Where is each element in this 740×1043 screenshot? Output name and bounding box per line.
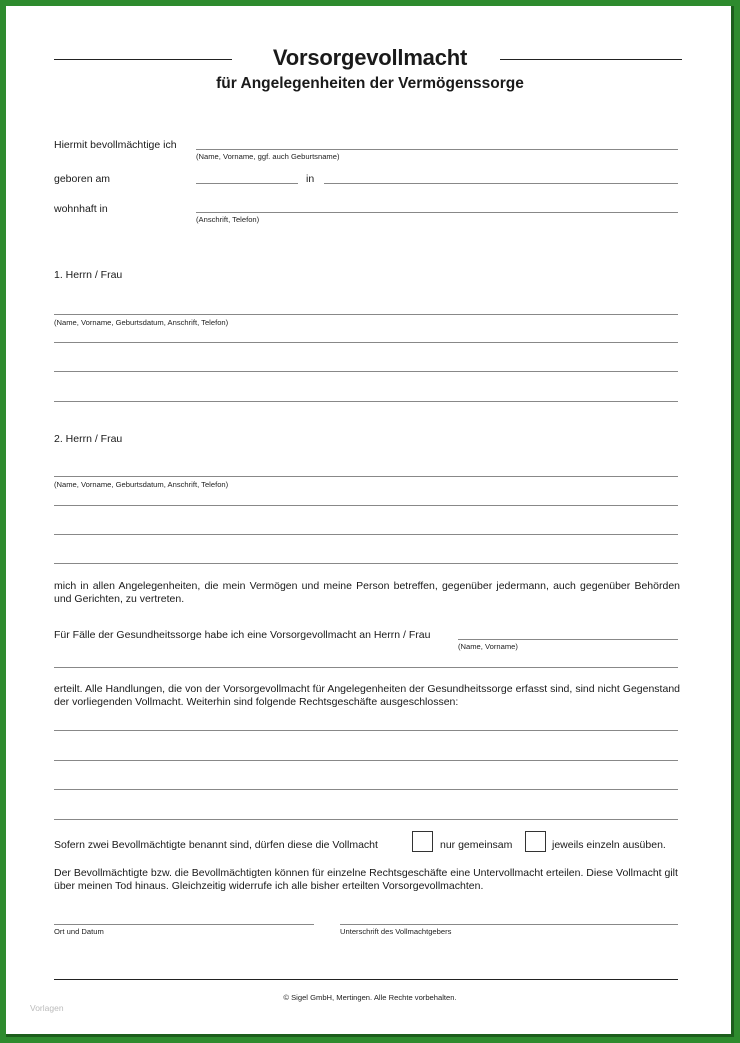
exclusion-field-line-2[interactable]	[54, 760, 678, 761]
place-date-field[interactable]	[54, 924, 314, 925]
born-label: geboren am	[54, 173, 111, 185]
agent2-hint: (Name, Vorname, Geburtsdatum, Anschrift, Telefon)	[54, 480, 229, 489]
agent1-hint: (Name, Vorname, Geburtsdatum, Anschrift, Telefon)	[54, 318, 229, 327]
agent1-label: 1. Herrn / Frau	[54, 269, 123, 281]
exclusion-field-line-1[interactable]	[54, 730, 678, 731]
agent2-field-line-2[interactable]	[54, 505, 678, 506]
document-subtitle: für Angelegenheiten der Vermögenssorge	[216, 75, 524, 92]
signer-label: Unterschrift des Vollmachtgebers	[340, 927, 452, 936]
residing-label: wohnhaft in	[54, 203, 108, 215]
birth-place-field[interactable]	[324, 183, 678, 184]
exclusion-paragraph: erteilt. Alle Handlungen, die von der Vorsorgevollmacht für Angelegenheiten der Gesundheitssorge erfasst sind, sind nicht Gegenstand der vorliegenden Vollmacht. Weiterhin sind folgende Rechtsgeschäfte ausgeschlossen:	[54, 683, 680, 708]
agent1-field-line-2[interactable]	[54, 342, 678, 343]
in-label: in	[306, 173, 315, 185]
agent2-field-line-1[interactable]	[54, 476, 678, 477]
place-date-label: Ort und Datum	[54, 927, 104, 936]
agent1-field-line-4[interactable]	[54, 401, 678, 402]
exclusion-field-line-3[interactable]	[54, 789, 678, 790]
birth-date-field[interactable]	[196, 183, 298, 184]
principal-name-field[interactable]	[196, 149, 678, 150]
closing-paragraph: Der Bevollmächtigte bzw. die Bevollmächtigten können für einzelne Rechtsgeschäfte eine Untervollmacht erteilen. Diese Vollmacht gilt über meinen Tod hinaus. Gleichzeitig widerrufe ich alle bisher erteilten Vorsorgevollmachten.	[54, 867, 678, 892]
form-page	[6, 6, 734, 1037]
health-agent-name-field[interactable]	[458, 639, 678, 640]
joint-option-label: nur gemeinsam	[440, 839, 513, 851]
health-continuation-field[interactable]	[54, 667, 678, 668]
scope-paragraph: mich in allen Angelegenheiten, die mein Vermögen und meine Person betreffen, gegenüber jedermann, auch gegenüber Behörden und Gerichten, zu vertreten.	[54, 580, 680, 605]
principal-address-field[interactable]	[196, 212, 678, 213]
agent2-field-line-3[interactable]	[54, 534, 678, 535]
agent2-label: 2. Herrn / Frau	[54, 433, 123, 445]
joint-checkbox[interactable]	[412, 831, 433, 852]
health-text: Für Fälle der Gesundheitssorge habe ich eine Vorsorgevollmacht an Herrn / Frau	[54, 629, 431, 641]
agent2-field-line-4[interactable]	[54, 563, 678, 564]
health-agent-hint: (Name, Vorname)	[458, 642, 518, 651]
exclusion-field-line-4[interactable]	[54, 819, 678, 820]
watermark-text: Vorlagen	[30, 1003, 64, 1013]
signature-field[interactable]	[340, 924, 678, 925]
agent1-field-line-3[interactable]	[54, 371, 678, 372]
single-option-label: jeweils einzeln ausüben.	[552, 839, 666, 851]
agent1-field-line-1[interactable]	[54, 314, 678, 315]
authorize-label: Hiermit bevollmächtige ich	[54, 139, 177, 151]
single-checkbox[interactable]	[525, 831, 546, 852]
principal-name-hint: (Name, Vorname, ggf. auch Geburtsname)	[196, 152, 340, 161]
footer-rule	[54, 979, 678, 980]
joint-text: Sofern zwei Bevollmächtigte benannt sind, dürfen diese die Vollmacht	[54, 839, 378, 851]
copyright-text: © Sigel GmbH, Mertingen. Alle Rechte vorbehalten.	[283, 993, 457, 1002]
principal-address-hint: (Anschrift, Telefon)	[196, 215, 260, 224]
document-title: Vorsorgevollmacht	[272, 45, 468, 70]
